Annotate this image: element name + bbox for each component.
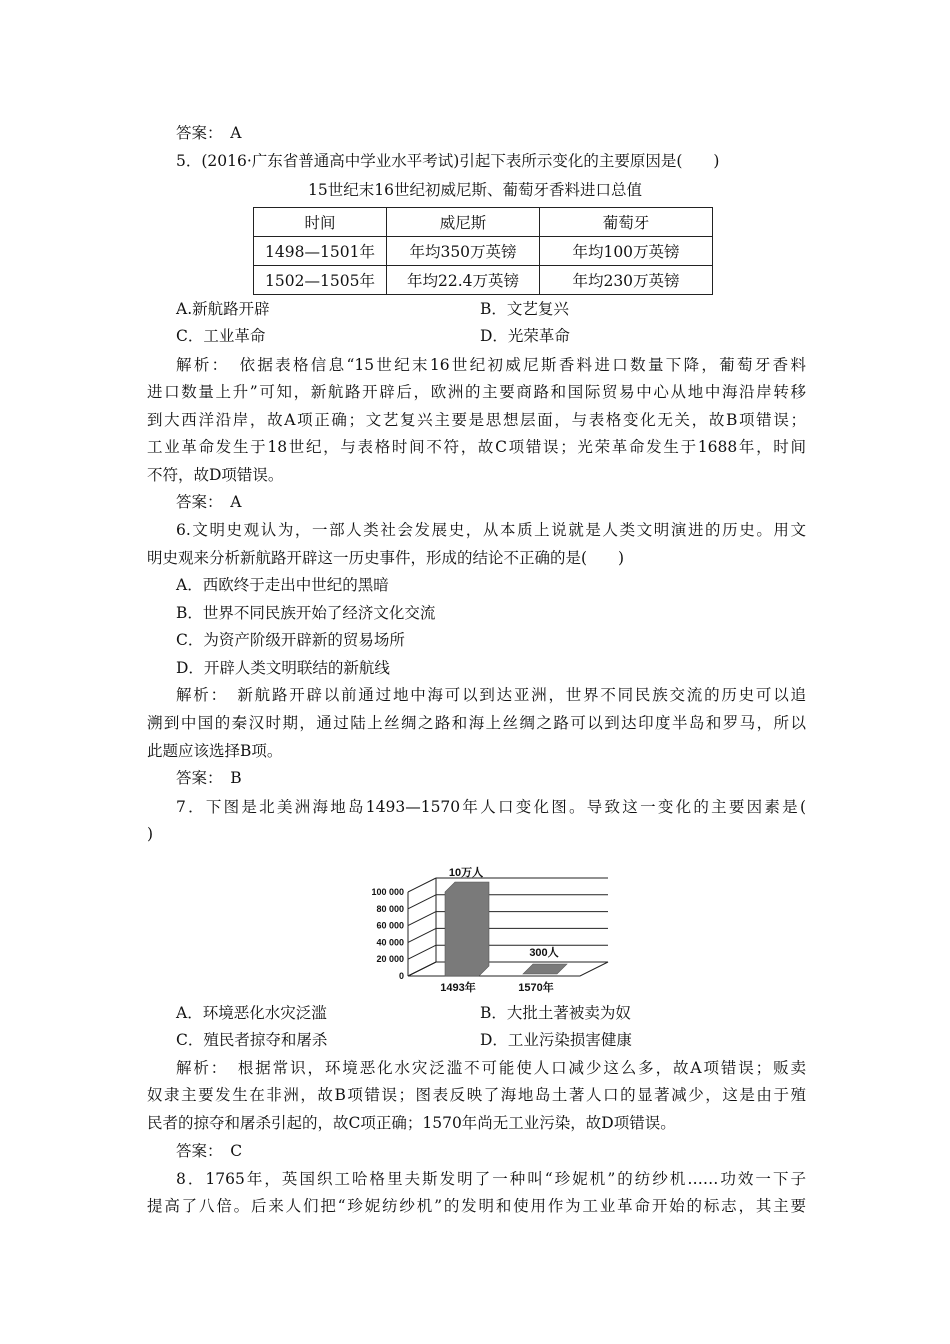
q7-analysis-line: 奴隶主要发生在非洲，故B项错误；图表反映了海地岛土著人口的显著减少，这是由于殖 — [147, 1086, 806, 1104]
q5-analysis-line: 不符，故D项错误。 — [147, 466, 284, 484]
gridline-depth — [408, 895, 436, 909]
x-tick-label: 1570年 — [518, 982, 554, 994]
q6-option-a: A．西欧终于走出中世纪的黑暗 — [176, 576, 389, 594]
gridline-depth — [408, 878, 436, 892]
q8-stem-line: 8．1765年，英国织工哈格里夫斯发明了一种叫“珍妮机”的纺纱机……功效一下子 — [176, 1170, 806, 1188]
q6-option-b: B．世界不同民族开始了经济文化交流 — [176, 604, 436, 622]
q5-analysis-line: 到大西洋沿岸，故A项正确；文艺复兴主要是思想层面，与表格变化无关，故B项错误； — [147, 411, 806, 429]
q6-stem-line: 6.文明史观认为，一部人类社会发展史，从本质上说就是人类文明演进的历史。用文 — [176, 521, 806, 539]
q6-stem-line: 明史观来分析新航路开辟这一历史事件，形成的结论不正确的是( ) — [147, 549, 625, 567]
q7-option-a: A．环境恶化水灾泛滥 — [176, 1004, 327, 1022]
chart-grid — [408, 878, 608, 976]
q7-analysis-line: 民者的掠夺和屠杀引起的，故C项正确；1570年尚无工业污染，故D项错误。 — [147, 1114, 676, 1132]
data-label: 10万人 — [448, 867, 484, 879]
q5-stem: 5．(2016·广东省普通高中学业水平考试)引起下表所示变化的主要原因是( ) — [176, 152, 720, 170]
q7-answer: 答案： C — [176, 1142, 243, 1160]
y-tick-label: 40 000 — [376, 937, 404, 948]
q5-option-a: A.新航路开辟 — [176, 300, 270, 318]
q4-answer: 答案： A — [176, 124, 242, 142]
q8-stem-line: 提高了八倍。后来人们把“珍妮纺纱机”的发明和使用作为工业革命开始的标志，其主要 — [147, 1197, 806, 1215]
table-header-row — [254, 208, 713, 237]
table-header-cell: 葡萄牙 — [540, 208, 713, 237]
y-tick-label: 60 000 — [376, 920, 404, 931]
q7-option-c: C．殖民者掠夺和屠杀 — [176, 1031, 328, 1049]
q7-analysis-line: 解析： 根据常识，环境恶化水灾泛滥不可能使人口减少这么多，故A项错误；贩卖 — [176, 1059, 806, 1077]
q6-option-c: C．为资产阶级开辟新的贸易场所 — [176, 631, 405, 649]
x-tick-label: 1493年 — [440, 982, 476, 994]
bar-1570年 — [523, 964, 567, 974]
data-label: 300人 — [529, 947, 559, 959]
q6-option-d: D．开辟人类文明联结的新航线 — [176, 659, 390, 677]
table-row — [254, 266, 713, 295]
gridline-depth — [408, 928, 436, 942]
haiti-population-chart — [360, 850, 620, 995]
q7-option-d: D．工业污染损害健康 — [480, 1031, 632, 1049]
q6-analysis-line: 此题应该选择B项。 — [147, 742, 283, 760]
y-tick-label: 100 000 — [371, 887, 404, 897]
table-header-cell: 时间 — [254, 208, 387, 237]
y-tick-label: 20 000 — [376, 954, 404, 965]
y-tick-label: 80 000 — [376, 903, 404, 914]
q6-analysis-line: 溯到中国的秦汉时期，通过陆上丝绸之路和海上丝绸之路可以到达印度半岛和罗马，所以 — [147, 714, 806, 732]
chart-floor — [408, 962, 608, 976]
q5-option-c: C．工业革命 — [176, 327, 266, 345]
table-cell: 年均100万英镑 — [540, 237, 713, 266]
table-cell: 年均230万英镑 — [540, 266, 713, 295]
chart-y-ticks — [371, 887, 404, 981]
y-tick-label: 0 — [398, 971, 404, 981]
q7-stem-line: 7．下图是北美洲海地岛1493—1570年人口变化图。导致这一变化的主要因素是( — [176, 798, 806, 816]
q7-option-b: B．大批土著被卖为奴 — [480, 1004, 631, 1022]
table-cell: 1498—1501年 — [254, 237, 387, 266]
q7-stem-line: ) — [147, 825, 154, 843]
q5-answer: 答案： A — [176, 493, 242, 511]
bar-1493年 — [445, 882, 489, 976]
table-cell: 年均22.4万英镑 — [387, 266, 540, 295]
table-row — [254, 237, 713, 266]
q5-analysis-line: 解析： 依据表格信息“15世纪末16世纪初威尼斯香料进口数量下降，葡萄牙香料 — [176, 356, 806, 374]
q5-option-d: D．光荣革命 — [480, 327, 570, 345]
table-header-cell: 威尼斯 — [387, 208, 540, 237]
gridline-depth — [408, 912, 436, 926]
q6-analysis-line: 解析： 新航路开辟以前通过地中海可以到达亚洲，世界不同民族交流的历史可以追 — [176, 686, 806, 704]
q6-answer: 答案： B — [176, 769, 242, 787]
gridline-depth — [408, 945, 436, 959]
q5-analysis-line: 进口数量上升”可知，新航路开辟后，欧洲的主要商路和国际贸易中心从地中海沿岸转移 — [147, 383, 806, 401]
q5-option-b: B．文艺复兴 — [480, 300, 569, 318]
q5-spice-table — [253, 207, 713, 295]
table-cell: 年均350万英镑 — [387, 237, 540, 266]
table-cell: 1502—1505年 — [254, 266, 387, 295]
q5-analysis-line: 工业革命发生于18世纪，与表格时间不符，故C项错误；光荣革命发生于1688年，时间 — [147, 438, 806, 456]
q5-table-caption: 15世纪末16世纪初威尼斯、葡萄牙香料进口总值 — [308, 181, 642, 199]
